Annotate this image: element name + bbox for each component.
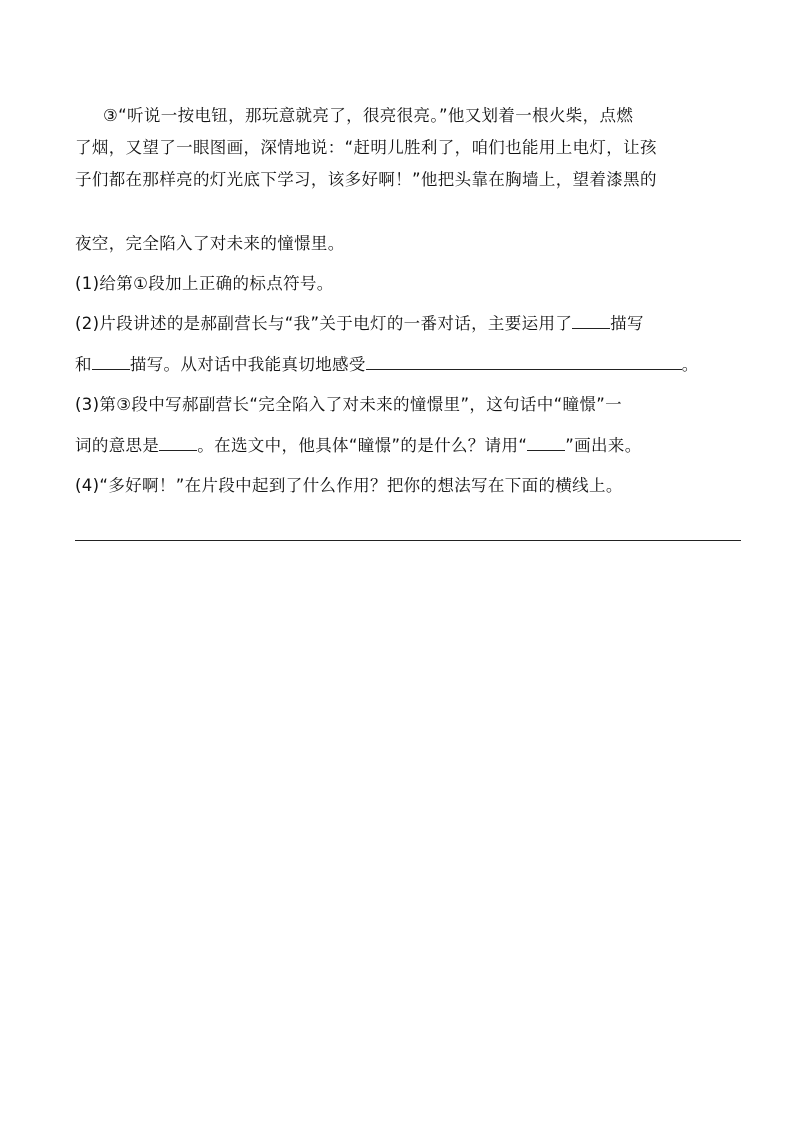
- question-4: (4)“多好啊！”在片段中起到了什么作用？把你的想法写在下面的横线上。: [75, 476, 623, 495]
- question-1: (1)给第①段加上正确的标点符号。: [75, 274, 334, 293]
- answer-blank-word-meaning[interactable]: [159, 436, 197, 451]
- question-2-line-2: [75, 355, 735, 375]
- answer-blank-feeling[interactable]: [366, 355, 682, 370]
- question-3-line-2: [75, 436, 735, 456]
- question-3-line-1: (3)第③段中写郝副营长“完全陷入了对未来的憧憬里”，这句话中“瞳憬”一: [75, 395, 622, 414]
- question-2-text-b: 描写: [610, 314, 644, 333]
- question-3-text-a: 词的意思是: [75, 436, 160, 455]
- question-2-text-a: (2)片段讲述的是郝副营长与“我”关于电灯的一番对话，主要运用了: [75, 314, 573, 333]
- passage-line-4: 夜空，完全陷入了对未来的憧憬里。: [75, 234, 345, 253]
- question-2-text-e: 。: [681, 355, 699, 374]
- answer-line-question-4[interactable]: [75, 540, 741, 541]
- passage-line-2: 了烟，又望了一眼图画，深情地说：“赶明儿胜利了，咱们也能用上电灯，让孩: [75, 138, 657, 157]
- passage-line-1: ③“听说一按电钮，那玩意就亮了，很亮很亮。”他又划着一根火柴，点燃: [103, 106, 634, 125]
- question-3-text-b: 。在选文中，他具体“瞳憬”的是什么？请用“: [197, 436, 528, 455]
- question-3-text-c: ”画出来。: [565, 436, 642, 455]
- question-2-line-1: [75, 314, 735, 334]
- question-2-text-d: 描写。从对话中我能真切地感受: [129, 355, 366, 374]
- passage-line-3: 子们都在那样亮的灯光底下学习，该多好啊！”他把头靠在胸墙上，望着漆黑的: [75, 170, 657, 189]
- question-2-text-c: 和: [75, 355, 92, 374]
- answer-blank-mark-symbol[interactable]: [527, 436, 565, 451]
- answer-blank-description-2[interactable]: [92, 355, 130, 370]
- answer-blank-description-1[interactable]: [572, 314, 610, 329]
